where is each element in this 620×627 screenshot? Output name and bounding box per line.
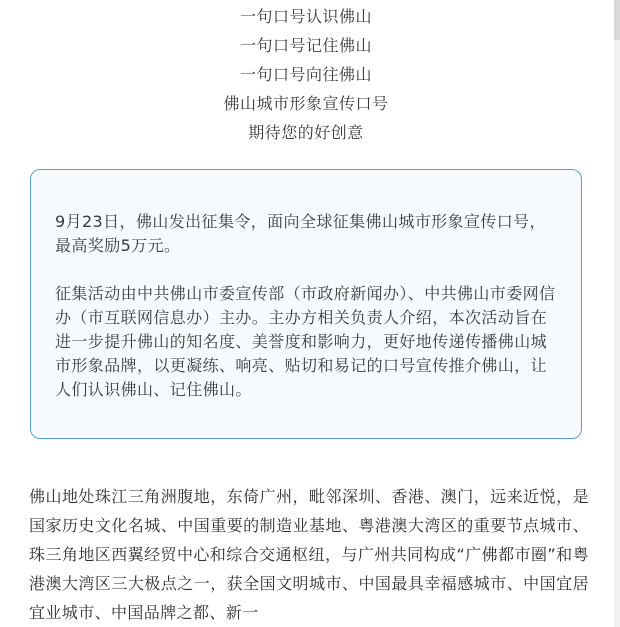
- slogan-line: 期待您的好创意: [248, 123, 364, 142]
- scrollbar[interactable]: [614, 0, 620, 627]
- announcement-callout: [30, 169, 582, 439]
- slogan-line: 佛山城市形象宣传口号: [223, 94, 389, 113]
- callout-paragraph-2: 征集活动由中共佛山市委宣传部（市政府新闻办）、中共佛山市委网信办（市互联网信息办）主办。主办方相关负责人介绍，本次活动旨在进一步提升佛山的知名度、美誉度和影响力，更好地传递传播佛山城市形象品牌，以更凝练、响亮、贴切和易记的口号宣传推介佛山，让人们认识佛山、记住佛山。: [55, 284, 556, 399]
- slogan-line: 一句口号认识佛山: [239, 7, 372, 26]
- slogan-block: [0, 2, 612, 147]
- callout-paragraph-1: 9月23日，佛山发出征集令，面向全球征集佛山城市形象宣传口号，最高奖励5万元。: [55, 212, 546, 255]
- article-body-paragraph: 佛山地处珠江三角洲腹地，东倚广州，毗邻深圳、香港、澳门，远来近悦，是国家历史文化名城、中国重要的制造业基地、粤港澳大湾区的重要节点城市、珠三角地区西翼经贸中心和综合交通枢纽，与广州共同构成“广佛都市圈”和粤港澳大湾区三大极点之一，获全国文明城市、中国最具幸福感城市、中国宜居宜业城市、中国品牌之都、新一: [29, 487, 589, 622]
- slogan-line: 一句口号记住佛山: [239, 36, 372, 55]
- scrollbar-thumb[interactable]: [614, 0, 620, 40]
- slogan-line: 一句口号向往佛山: [239, 65, 372, 84]
